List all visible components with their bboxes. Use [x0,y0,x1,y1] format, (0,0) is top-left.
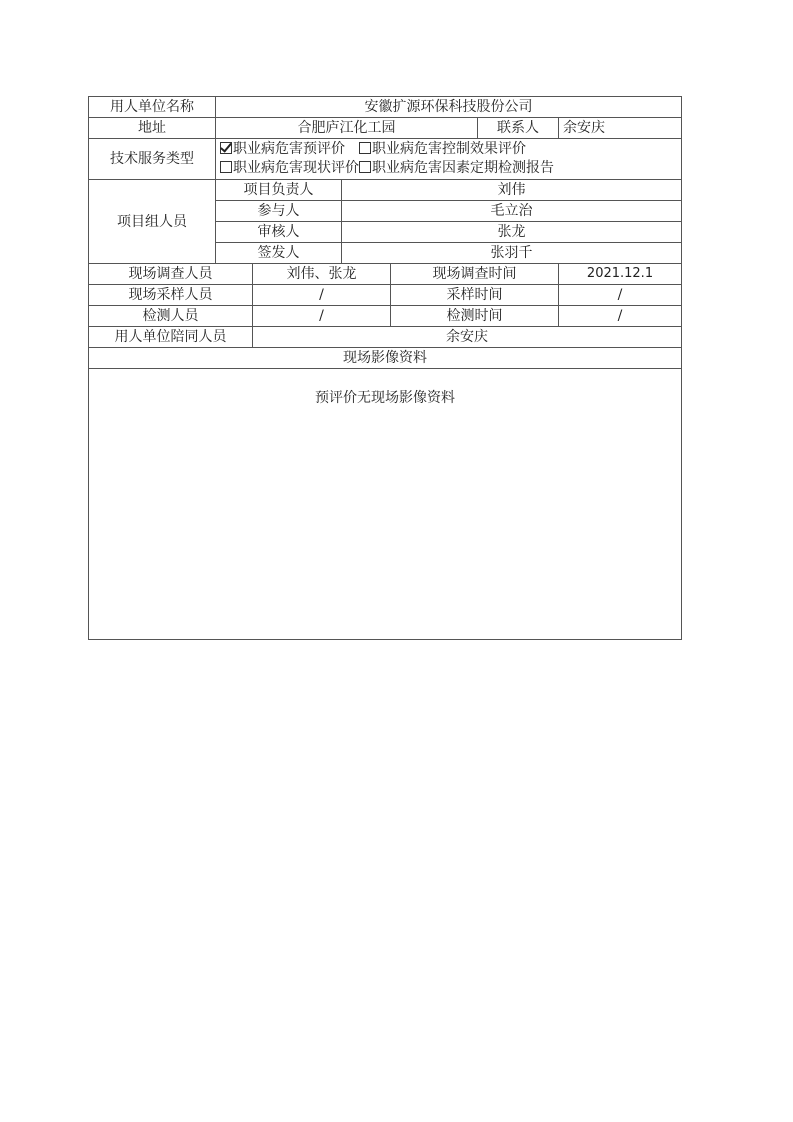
survey-staff-label: 现场调查人员 [89,264,253,285]
survey-staff-value: 刘伟、张龙 [253,264,391,285]
service-option-pre-evaluation[interactable]: 职业病危害预评价 [220,141,345,157]
service-type-options [216,139,682,180]
service-option-periodic-test[interactable]: 职业病危害因素定期检测报告 [359,160,554,176]
images-note: 预评价无现场影像资料 [89,369,682,640]
testing-row [89,306,682,327]
address-value: 合肥庐江化工园 [216,118,478,139]
employer-row [89,97,682,118]
service-type-label: 技术服务类型 [89,139,216,180]
survey-time-label: 现场调查时间 [391,264,559,285]
escort-value: 余安庆 [253,327,682,348]
checkbox-icon[interactable] [359,142,371,154]
employer-label: 用人单位名称 [89,97,216,118]
service-option-status-evaluation[interactable]: 职业病危害现状评价 [220,160,359,176]
team-name: 张龙 [342,222,682,243]
contact-value: 余安庆 [559,118,682,139]
sampling-row [89,285,682,306]
project-team-label: 项目组人员 [89,180,216,264]
project-info-table [88,96,682,640]
service-type-row [89,139,682,180]
checkbox-icon[interactable] [359,161,371,173]
address-row [89,118,682,139]
sampling-time-label: 采样时间 [391,285,559,306]
sampling-staff-label: 现场采样人员 [89,285,253,306]
team-role: 审核人 [216,222,342,243]
address-label: 地址 [89,118,216,139]
escort-label: 用人单位陪同人员 [89,327,253,348]
images-header: 现场影像资料 [89,348,682,369]
team-name: 毛立治 [342,201,682,222]
escort-row [89,327,682,348]
contact-label: 联系人 [478,118,559,139]
testing-time-label: 检测时间 [391,306,559,327]
team-role: 参与人 [216,201,342,222]
images-body-row [89,369,682,640]
service-option-control-effect[interactable]: 职业病危害控制效果评价 [359,141,526,157]
checkbox-icon[interactable] [220,161,232,173]
team-name: 张羽千 [342,243,682,264]
sampling-time-value: / [559,285,682,306]
team-role: 项目负责人 [216,180,342,201]
testing-staff-label: 检测人员 [89,306,253,327]
team-name: 刘伟 [342,180,682,201]
team-row-lead [89,180,682,201]
survey-time-value: 2021.12.1 [559,264,682,285]
testing-time-value: / [559,306,682,327]
survey-row [89,264,682,285]
testing-staff-value: / [253,306,391,327]
team-role: 签发人 [216,243,342,264]
checkbox-checked-icon[interactable] [220,142,232,154]
employer-value: 安徽扩源环保科技股份公司 [216,97,682,118]
info-sheet [88,96,681,640]
images-header-row [89,348,682,369]
sampling-staff-value: / [253,285,391,306]
